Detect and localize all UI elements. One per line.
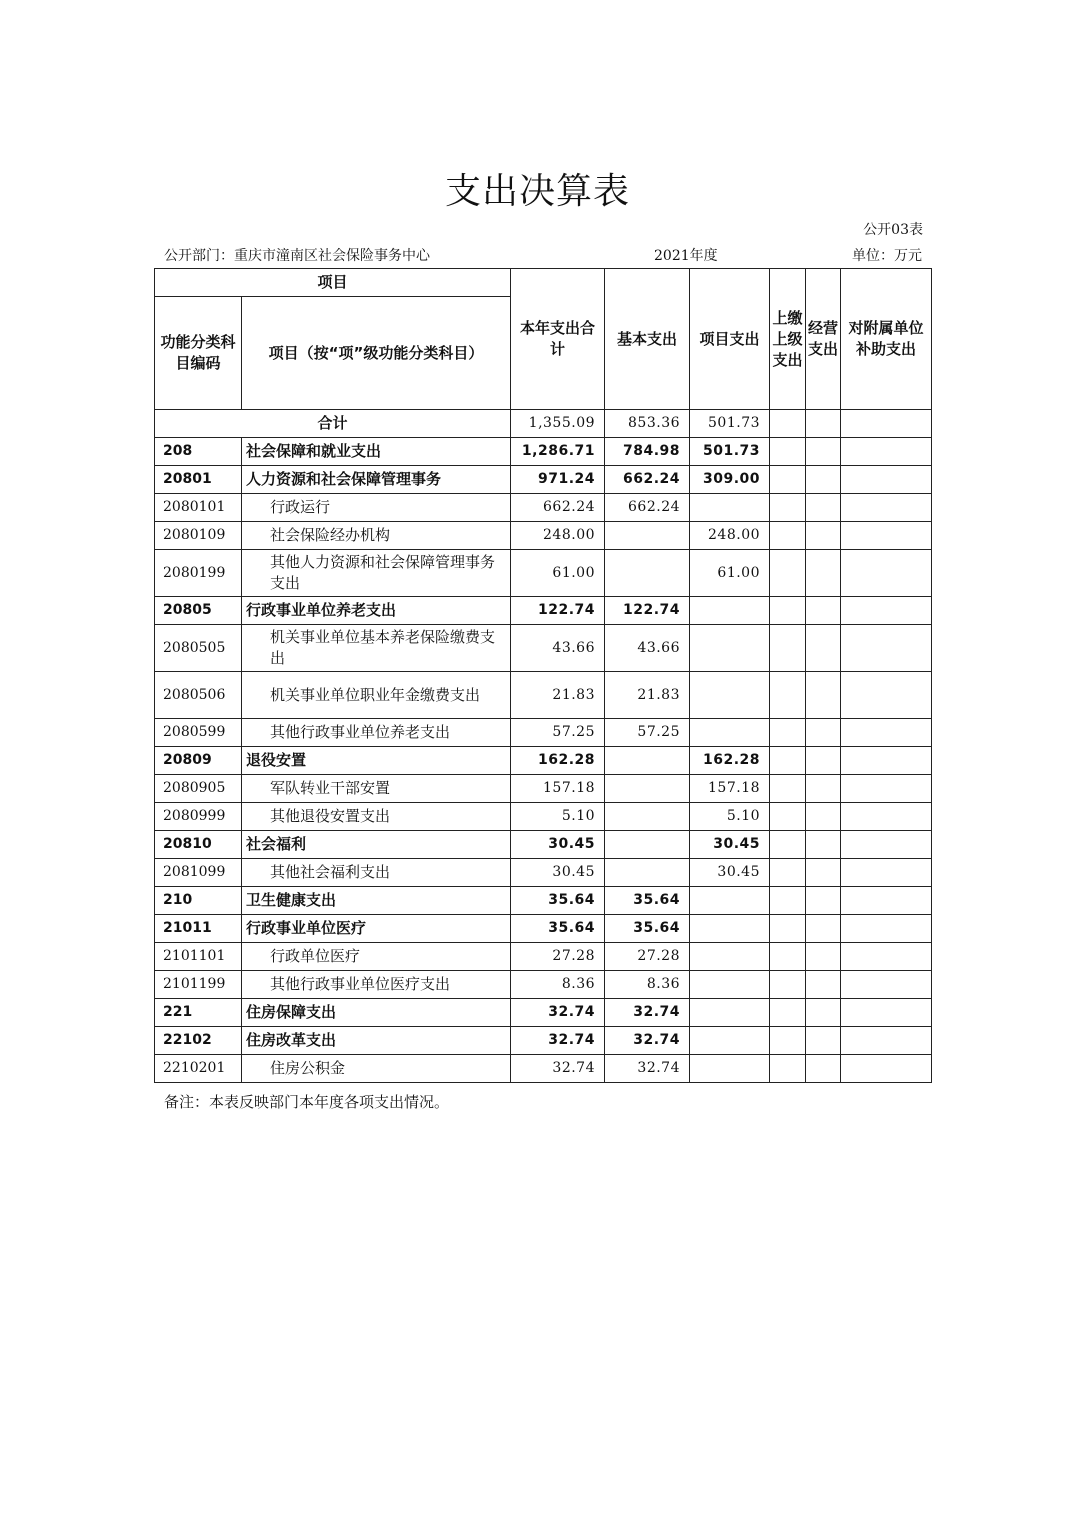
row-basic: 32.74 xyxy=(605,1027,690,1055)
row-name: 机关事业单位职业年金缴费支出 xyxy=(242,672,511,719)
row-total: 21.83 xyxy=(511,672,605,719)
table-row xyxy=(155,1055,932,1083)
row-code: 210 xyxy=(155,887,242,915)
table-row xyxy=(155,672,932,719)
row-upper xyxy=(770,672,806,719)
row-subsidy xyxy=(841,494,932,522)
row-basic: 35.64 xyxy=(605,915,690,943)
row-subsidy xyxy=(841,597,932,625)
table-row xyxy=(155,719,932,747)
row-code: 22102 xyxy=(155,1027,242,1055)
row-subsidy xyxy=(841,747,932,775)
row-subsidy xyxy=(841,915,932,943)
row-total: 662.24 xyxy=(511,494,605,522)
row-upper xyxy=(770,747,806,775)
row-operation xyxy=(806,831,841,859)
row-basic: 32.74 xyxy=(605,999,690,1027)
page-title: 支出决算表 xyxy=(444,171,630,212)
row-project xyxy=(690,943,770,971)
header-row-1 xyxy=(155,269,932,297)
row-subsidy xyxy=(841,943,932,971)
row-basic xyxy=(605,803,690,831)
row-total: 61.00 xyxy=(511,550,605,597)
row-code: 2080599 xyxy=(155,719,242,747)
row-basic: 32.74 xyxy=(605,1055,690,1083)
row-upper xyxy=(770,775,806,803)
row-total: 57.25 xyxy=(511,719,605,747)
row-name: 退役安置 xyxy=(242,747,511,775)
table-row xyxy=(155,915,932,943)
row-upper xyxy=(770,971,806,999)
row-code: 2080999 xyxy=(155,803,242,831)
row-upper xyxy=(770,438,806,466)
row-subsidy xyxy=(841,1055,932,1083)
row-total: 32.74 xyxy=(511,999,605,1027)
row-code: 21011 xyxy=(155,915,242,943)
row-operation xyxy=(806,943,841,971)
total-row xyxy=(155,410,932,438)
table-row xyxy=(155,831,932,859)
form-number: 公开03表 xyxy=(863,222,923,238)
row-operation xyxy=(806,438,841,466)
row-code: 2210201 xyxy=(155,1055,242,1083)
row-name: 其他社会福利支出 xyxy=(242,859,511,887)
row-operation xyxy=(806,887,841,915)
row-project: 309.00 xyxy=(690,466,770,494)
row-upper xyxy=(770,803,806,831)
row-basic: 122.74 xyxy=(605,597,690,625)
row-basic: 43.66 xyxy=(605,625,690,672)
row-upper xyxy=(770,466,806,494)
meta-line xyxy=(164,245,922,267)
row-subsidy xyxy=(841,522,932,550)
row-project xyxy=(690,625,770,672)
row-name: 行政事业单位养老支出 xyxy=(242,597,511,625)
row-upper xyxy=(770,943,806,971)
row-operation xyxy=(806,550,841,597)
row-operation xyxy=(806,1027,841,1055)
row-upper xyxy=(770,859,806,887)
row-subsidy xyxy=(841,438,932,466)
table-row xyxy=(155,550,932,597)
row-total: 27.28 xyxy=(511,943,605,971)
row-subsidy xyxy=(841,803,932,831)
row-total: 122.74 xyxy=(511,597,605,625)
row-upper xyxy=(770,550,806,597)
row-subsidy xyxy=(841,775,932,803)
row-operation xyxy=(806,999,841,1027)
total-subsidy xyxy=(841,410,932,438)
row-operation xyxy=(806,625,841,672)
row-name: 行政运行 xyxy=(242,494,511,522)
row-name: 其他行政事业单位医疗支出 xyxy=(242,971,511,999)
row-operation xyxy=(806,597,841,625)
row-basic: 27.28 xyxy=(605,943,690,971)
row-total: 971.24 xyxy=(511,466,605,494)
header-name: 项目（按“项”级功能分类科目） xyxy=(242,297,511,410)
row-code: 2080101 xyxy=(155,494,242,522)
table-row xyxy=(155,625,932,672)
row-project xyxy=(690,971,770,999)
row-basic xyxy=(605,522,690,550)
header-total: 本年支出合计 xyxy=(511,269,605,410)
row-operation xyxy=(806,466,841,494)
row-total: 35.64 xyxy=(511,887,605,915)
row-project: 248.00 xyxy=(690,522,770,550)
row-operation xyxy=(806,719,841,747)
table-row xyxy=(155,466,932,494)
total-amount: 1,355.09 xyxy=(511,410,605,438)
row-project: 30.45 xyxy=(690,831,770,859)
row-code: 20805 xyxy=(155,597,242,625)
row-total: 43.66 xyxy=(511,625,605,672)
header-subsidy: 对附属单位补助支出 xyxy=(841,269,932,410)
row-basic: 35.64 xyxy=(605,887,690,915)
row-operation xyxy=(806,915,841,943)
row-name: 行政单位医疗 xyxy=(242,943,511,971)
header-operation: 经营支出 xyxy=(806,269,841,410)
row-name: 人力资源和社会保障管理事务 xyxy=(242,466,511,494)
row-upper xyxy=(770,999,806,1027)
row-subsidy xyxy=(841,971,932,999)
row-project xyxy=(690,1055,770,1083)
row-name: 社会保险经办机构 xyxy=(242,522,511,550)
row-total: 1,286.71 xyxy=(511,438,605,466)
table-row xyxy=(155,1027,932,1055)
row-name: 行政事业单位医疗 xyxy=(242,915,511,943)
row-name: 社会福利 xyxy=(242,831,511,859)
row-basic: 784.98 xyxy=(605,438,690,466)
row-subsidy xyxy=(841,466,932,494)
row-upper xyxy=(770,1027,806,1055)
row-basic: 662.24 xyxy=(605,466,690,494)
row-name: 住房公积金 xyxy=(242,1055,511,1083)
row-upper xyxy=(770,719,806,747)
row-total: 162.28 xyxy=(511,747,605,775)
row-operation xyxy=(806,672,841,719)
table-body xyxy=(155,269,932,1083)
total-upper xyxy=(770,410,806,438)
row-operation xyxy=(806,747,841,775)
row-project xyxy=(690,597,770,625)
table-row xyxy=(155,859,932,887)
table-row xyxy=(155,999,932,1027)
total-label: 合计 xyxy=(155,410,511,438)
row-operation xyxy=(806,522,841,550)
table-row xyxy=(155,803,932,831)
row-subsidy xyxy=(841,719,932,747)
row-subsidy xyxy=(841,1027,932,1055)
row-subsidy xyxy=(841,550,932,597)
row-project: 162.28 xyxy=(690,747,770,775)
row-code: 2101101 xyxy=(155,943,242,971)
row-subsidy xyxy=(841,999,932,1027)
row-project: 30.45 xyxy=(690,859,770,887)
row-code: 2101199 xyxy=(155,971,242,999)
row-basic xyxy=(605,859,690,887)
row-code: 2080905 xyxy=(155,775,242,803)
row-operation xyxy=(806,1055,841,1083)
row-total: 157.18 xyxy=(511,775,605,803)
row-upper xyxy=(770,597,806,625)
row-project xyxy=(690,887,770,915)
row-total: 30.45 xyxy=(511,859,605,887)
row-subsidy xyxy=(841,831,932,859)
row-project xyxy=(690,999,770,1027)
row-total: 5.10 xyxy=(511,803,605,831)
row-name: 军队转业干部安置 xyxy=(242,775,511,803)
header-basic: 基本支出 xyxy=(605,269,690,410)
header-project: 项目 xyxy=(155,269,511,297)
expenditure-table xyxy=(154,268,932,1083)
row-project xyxy=(690,494,770,522)
row-name: 其他人力资源和社会保障管理事务支出 xyxy=(242,550,511,597)
row-upper xyxy=(770,522,806,550)
fiscal-year-label: 2021年度 xyxy=(654,248,718,264)
row-basic xyxy=(605,831,690,859)
row-basic: 57.25 xyxy=(605,719,690,747)
header-project-expense: 项目支出 xyxy=(690,269,770,410)
row-upper xyxy=(770,887,806,915)
row-upper xyxy=(770,494,806,522)
row-code: 208 xyxy=(155,438,242,466)
row-basic xyxy=(605,747,690,775)
row-name: 机关事业单位基本养老保险缴费支出 xyxy=(242,625,511,672)
row-basic: 8.36 xyxy=(605,971,690,999)
row-operation xyxy=(806,971,841,999)
row-code: 20809 xyxy=(155,747,242,775)
table-row xyxy=(155,971,932,999)
header-upper-payment: 上缴上级支出 xyxy=(770,269,806,410)
row-project: 61.00 xyxy=(690,550,770,597)
row-project xyxy=(690,1027,770,1055)
row-operation xyxy=(806,803,841,831)
row-code: 221 xyxy=(155,999,242,1027)
total-project: 501.73 xyxy=(690,410,770,438)
row-code: 2080199 xyxy=(155,550,242,597)
row-code: 20801 xyxy=(155,466,242,494)
row-total: 8.36 xyxy=(511,971,605,999)
row-subsidy xyxy=(841,887,932,915)
row-project: 157.18 xyxy=(690,775,770,803)
row-total: 32.74 xyxy=(511,1027,605,1055)
row-name: 其他退役安置支出 xyxy=(242,803,511,831)
table-row xyxy=(155,747,932,775)
row-operation xyxy=(806,775,841,803)
row-name: 住房改革支出 xyxy=(242,1027,511,1055)
unit-label: 单位：万元 xyxy=(852,248,922,264)
row-operation xyxy=(806,859,841,887)
table-row xyxy=(155,597,932,625)
table-row xyxy=(155,522,932,550)
row-code: 2080109 xyxy=(155,522,242,550)
table-row xyxy=(155,494,932,522)
table-row xyxy=(155,438,932,466)
row-code: 2080505 xyxy=(155,625,242,672)
header-code: 功能分类科目编码 xyxy=(155,297,242,410)
row-project: 5.10 xyxy=(690,803,770,831)
row-project: 501.73 xyxy=(690,438,770,466)
row-total: 30.45 xyxy=(511,831,605,859)
row-total: 32.74 xyxy=(511,1055,605,1083)
row-name: 其他行政事业单位养老支出 xyxy=(242,719,511,747)
footnote: 备注：本表反映部门本年度各项支出情况。 xyxy=(164,1093,450,1111)
table-row xyxy=(155,887,932,915)
row-code: 2081099 xyxy=(155,859,242,887)
row-basic: 21.83 xyxy=(605,672,690,719)
row-basic xyxy=(605,550,690,597)
row-total: 35.64 xyxy=(511,915,605,943)
total-operation xyxy=(806,410,841,438)
row-project xyxy=(690,915,770,943)
row-name: 住房保障支出 xyxy=(242,999,511,1027)
row-name: 卫生健康支出 xyxy=(242,887,511,915)
department-label: 公开部门：重庆市潼南区社会保险事务中心 xyxy=(164,248,430,264)
row-code: 2080506 xyxy=(155,672,242,719)
table-row xyxy=(155,943,932,971)
row-total: 248.00 xyxy=(511,522,605,550)
row-project xyxy=(690,672,770,719)
row-upper xyxy=(770,915,806,943)
row-code: 20810 xyxy=(155,831,242,859)
row-basic: 662.24 xyxy=(605,494,690,522)
row-subsidy xyxy=(841,625,932,672)
row-operation xyxy=(806,494,841,522)
row-basic xyxy=(605,775,690,803)
row-name: 社会保障和就业支出 xyxy=(242,438,511,466)
row-upper xyxy=(770,1055,806,1083)
row-subsidy xyxy=(841,859,932,887)
row-upper xyxy=(770,625,806,672)
row-upper xyxy=(770,831,806,859)
table-row xyxy=(155,775,932,803)
row-subsidy xyxy=(841,672,932,719)
total-basic: 853.36 xyxy=(605,410,690,438)
row-project xyxy=(690,719,770,747)
